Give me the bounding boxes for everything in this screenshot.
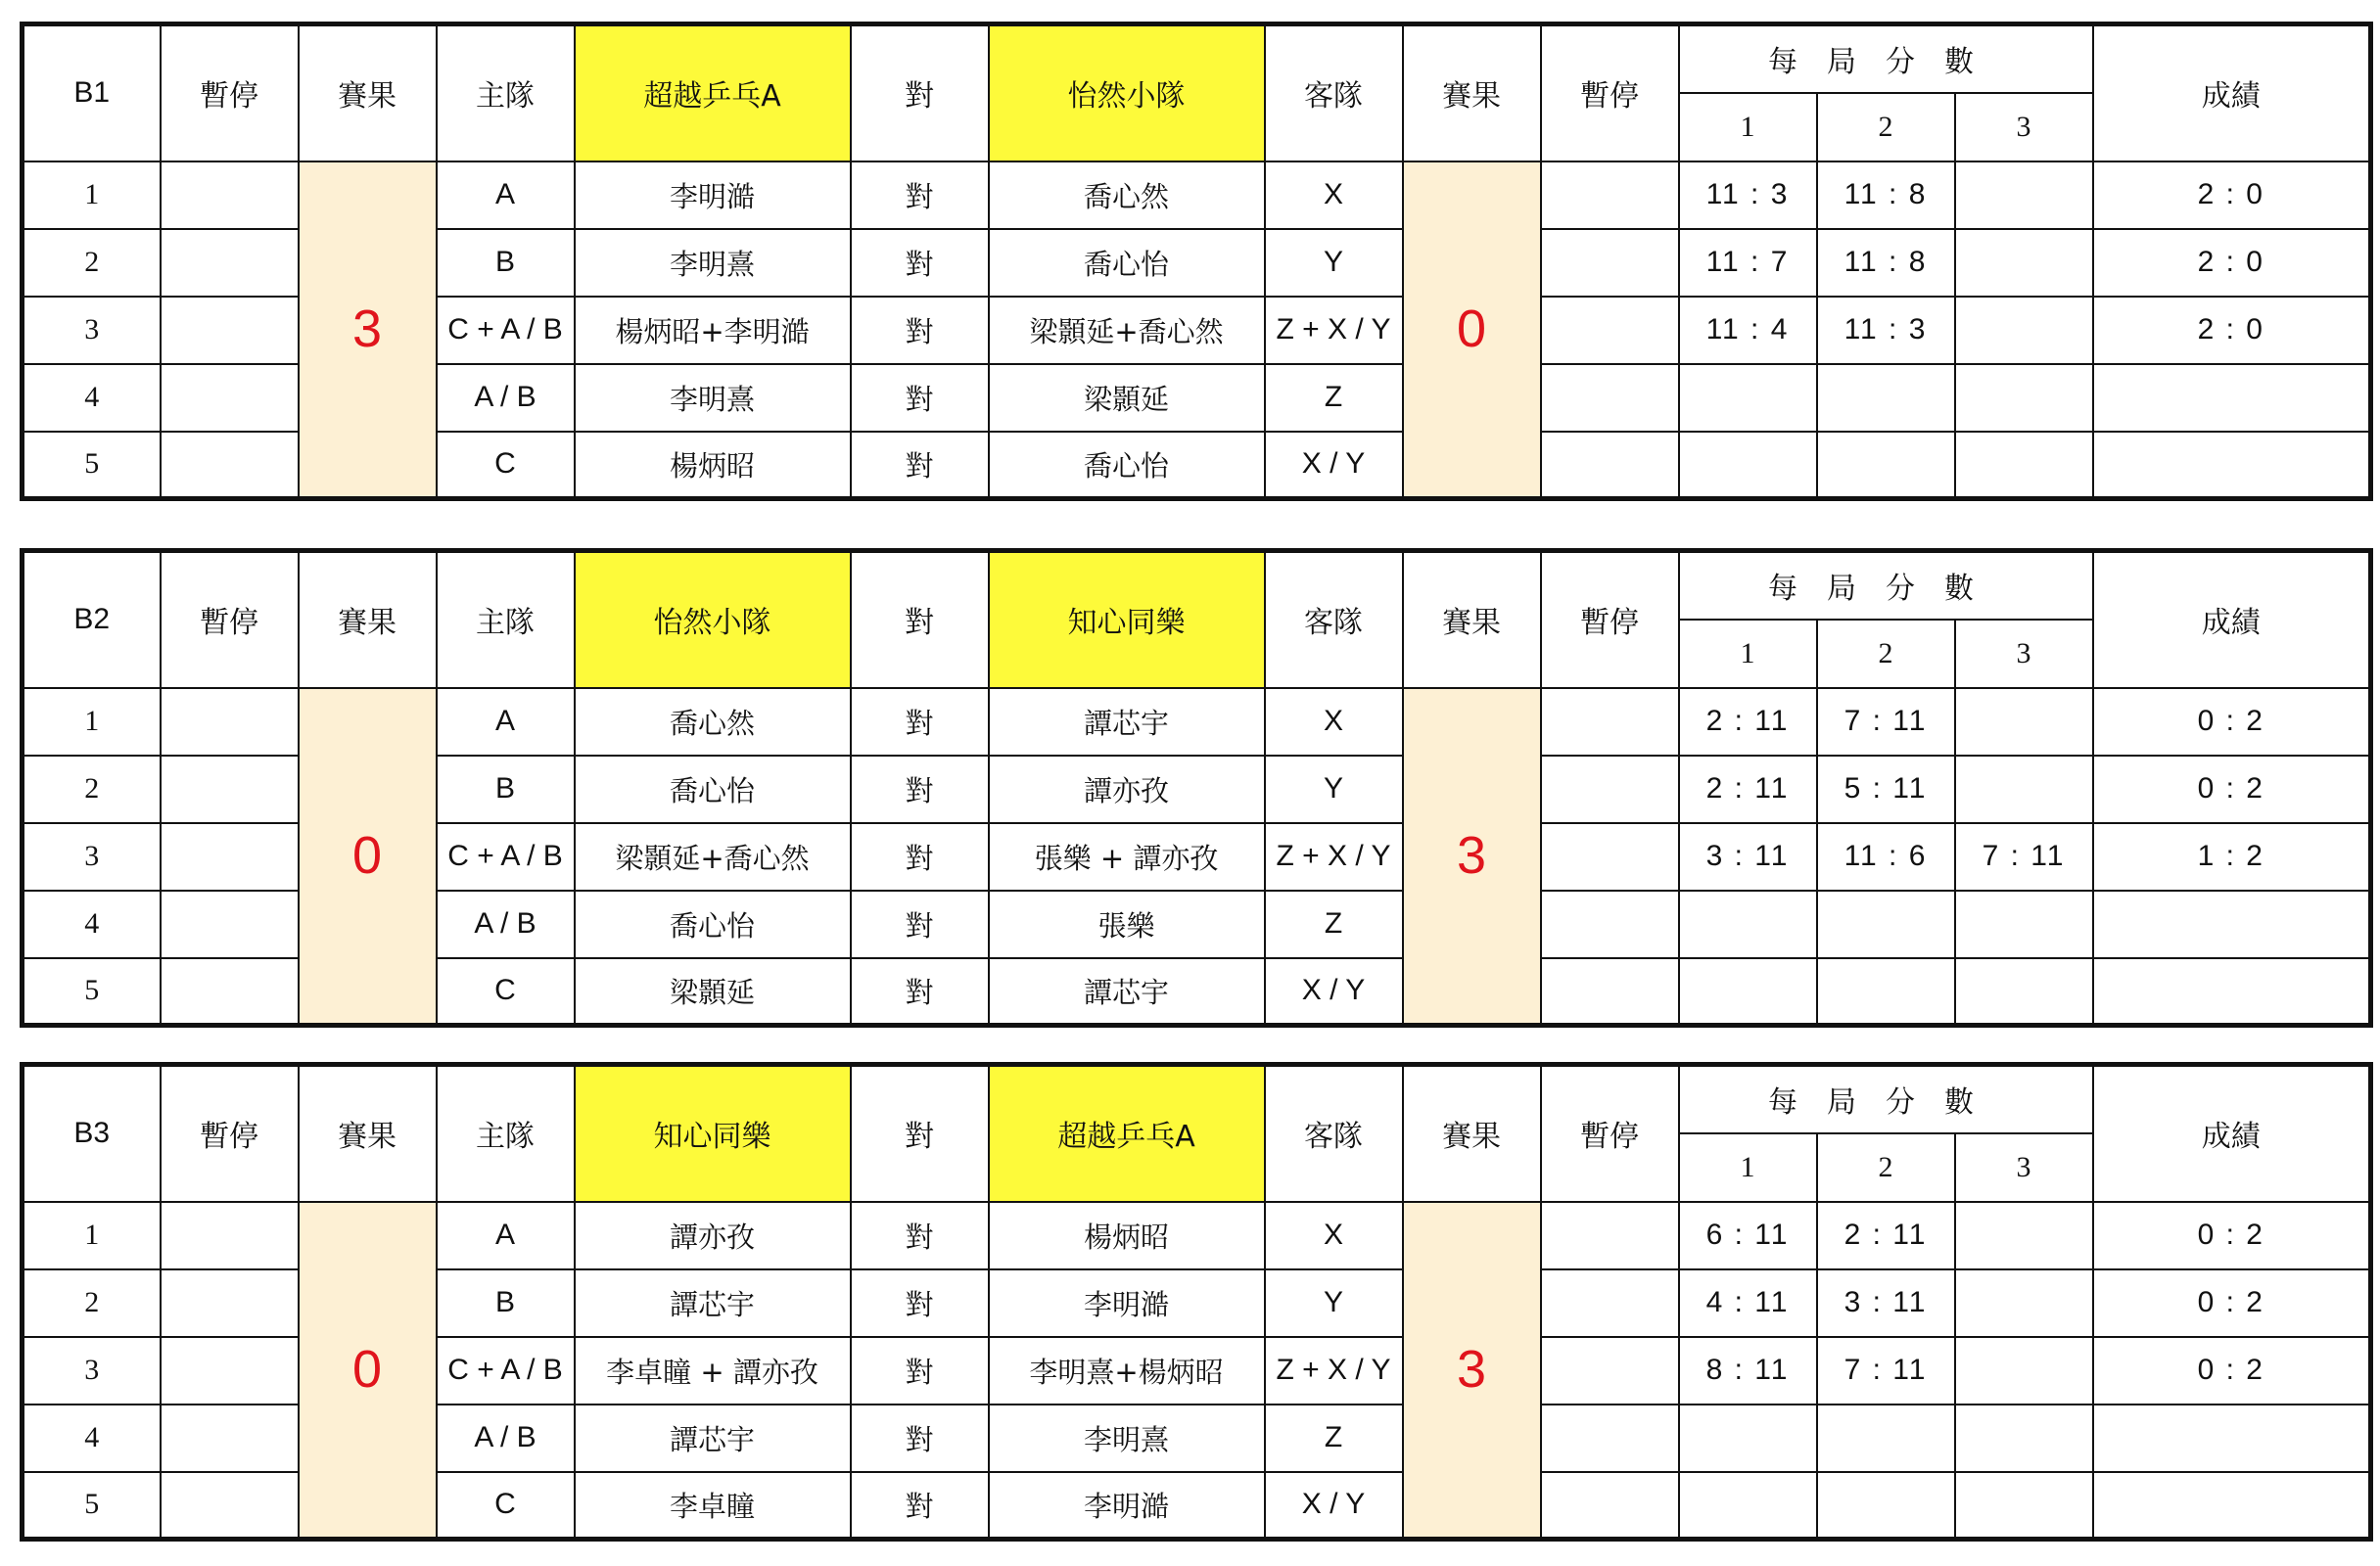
game-2-score: 11 : 8: [1817, 161, 1955, 229]
game-1-score: 11 : 4: [1679, 297, 1817, 364]
vs-label: 對: [851, 823, 989, 891]
home-player: 譚芯宇: [575, 1269, 851, 1337]
away-player: 張樂 + 譚亦孜: [989, 823, 1265, 891]
vs-header: 對: [851, 551, 989, 688]
match-code: B1: [23, 24, 161, 161]
game-2-score: 11 : 3: [1817, 297, 1955, 364]
match-table-b1: [20, 22, 2367, 501]
total-score: 0 : 2: [2093, 1269, 2371, 1337]
row-number: 1: [23, 1202, 161, 1269]
timeout-cell: [161, 161, 299, 229]
home-position: A / B: [437, 1405, 575, 1472]
home-match-result: 3: [299, 161, 437, 499]
vs-label: 對: [851, 229, 989, 297]
timeout-cell: [161, 229, 299, 297]
game-1-score: 11 : 7: [1679, 229, 1817, 297]
match-table-b3: [20, 1062, 2367, 1542]
away-header: 客隊: [1265, 24, 1403, 161]
game-2-score: 7 : 11: [1817, 1337, 1955, 1405]
total-score: [2093, 891, 2371, 958]
game-number-3: 3: [1955, 93, 2093, 161]
away-player: 喬心然: [989, 161, 1265, 229]
away-position: Y: [1265, 1269, 1403, 1337]
table-row: [23, 688, 2371, 756]
total-score: 2 : 0: [2093, 297, 2371, 364]
game-2-score: [1817, 1472, 1955, 1540]
game-number-2: 2: [1817, 93, 1955, 161]
timeout-cell: [1541, 1269, 1679, 1337]
match-code: B2: [23, 551, 161, 688]
timeout-cell: [161, 1472, 299, 1540]
games-score-header: 每局分數: [1679, 1065, 2093, 1133]
game-number-3: 3: [1955, 620, 2093, 688]
away-player: 李明熹: [989, 1405, 1265, 1472]
home-match-result: 0: [299, 1202, 437, 1540]
away-player: 譚亦孜: [989, 756, 1265, 823]
game-number-1: 1: [1679, 93, 1817, 161]
total-score: [2093, 958, 2371, 1026]
game-2-score: 2 : 11: [1817, 1202, 1955, 1269]
total-header: 成績: [2093, 1065, 2371, 1202]
away-position: Z + X / Y: [1265, 297, 1403, 364]
timeout-cell: [1541, 1202, 1679, 1269]
vs-label: 對: [851, 958, 989, 1026]
home-player: 李卓瞳 + 譚亦孜: [575, 1337, 851, 1405]
game-3-score: [1955, 1202, 2093, 1269]
timeout-header: 暫停: [161, 24, 299, 161]
table-row: [23, 1202, 2371, 1269]
away-player: 譚芯宇: [989, 688, 1265, 756]
game-2-score: [1817, 432, 1955, 499]
vs-label: 對: [851, 432, 989, 499]
home-position: C + A / B: [437, 823, 575, 891]
home-position: C: [437, 1472, 575, 1540]
away-header: 客隊: [1265, 551, 1403, 688]
game-3-score: [1955, 756, 2093, 823]
game-number-2: 2: [1817, 620, 1955, 688]
total-score: [2093, 1472, 2371, 1540]
total-score: 2 : 0: [2093, 229, 2371, 297]
total-score: 0 : 2: [2093, 688, 2371, 756]
timeout-header: 暫停: [1541, 551, 1679, 688]
away-position: Z: [1265, 1405, 1403, 1472]
row-number: 4: [23, 1405, 161, 1472]
game-2-score: [1817, 1405, 1955, 1472]
home-position: A: [437, 688, 575, 756]
timeout-cell: [161, 297, 299, 364]
timeout-header: 暫停: [161, 551, 299, 688]
row-number: 5: [23, 1472, 161, 1540]
home-player: 李明熹: [575, 229, 851, 297]
table-row: [23, 161, 2371, 229]
home-position: C + A / B: [437, 1337, 575, 1405]
away-position: Z: [1265, 891, 1403, 958]
row-number: 5: [23, 958, 161, 1026]
away-player: 楊炳昭: [989, 1202, 1265, 1269]
home-position: B: [437, 1269, 575, 1337]
away-position: X / Y: [1265, 432, 1403, 499]
timeout-cell: [161, 1337, 299, 1405]
game-1-score: 6 : 11: [1679, 1202, 1817, 1269]
vs-label: 對: [851, 688, 989, 756]
away-match-result: 3: [1403, 688, 1541, 1026]
vs-header: 對: [851, 24, 989, 161]
game-3-score: [1955, 364, 2093, 432]
timeout-cell: [1541, 161, 1679, 229]
home-team-name: 超越乒乓A: [575, 24, 851, 161]
game-3-score: [1955, 1337, 2093, 1405]
timeout-cell: [1541, 823, 1679, 891]
vs-label: 對: [851, 1202, 989, 1269]
home-player: 喬心然: [575, 688, 851, 756]
away-player: 梁顥延: [989, 364, 1265, 432]
vs-header: 對: [851, 1065, 989, 1202]
game-3-score: [1955, 297, 2093, 364]
game-3-score: [1955, 958, 2093, 1026]
total-score: 0 : 2: [2093, 1202, 2371, 1269]
home-player: 譚亦孜: [575, 1202, 851, 1269]
timeout-cell: [1541, 297, 1679, 364]
away-player: 李明熹+楊炳昭: [989, 1337, 1265, 1405]
home-position: B: [437, 229, 575, 297]
timeout-cell: [1541, 364, 1679, 432]
games-score-header: 每局分數: [1679, 551, 2093, 620]
total-score: [2093, 432, 2371, 499]
timeout-cell: [161, 1202, 299, 1269]
row-number: 1: [23, 688, 161, 756]
total-score: 2 : 0: [2093, 161, 2371, 229]
away-position: X: [1265, 688, 1403, 756]
home-header: 主隊: [437, 1065, 575, 1202]
game-3-score: [1955, 891, 2093, 958]
away-player: 喬心怡: [989, 229, 1265, 297]
timeout-cell: [161, 688, 299, 756]
total-header: 成績: [2093, 551, 2371, 688]
home-player: 楊炳昭+李明澔: [575, 297, 851, 364]
game-1-score: [1679, 432, 1817, 499]
game-1-score: [1679, 1405, 1817, 1472]
vs-label: 對: [851, 1472, 989, 1540]
home-header: 主隊: [437, 551, 575, 688]
home-team-name: 怡然小隊: [575, 551, 851, 688]
game-1-score: [1679, 891, 1817, 958]
home-position: A / B: [437, 891, 575, 958]
vs-label: 對: [851, 756, 989, 823]
away-team-name: 知心同樂: [989, 551, 1265, 688]
vs-label: 對: [851, 364, 989, 432]
timeout-cell: [1541, 1405, 1679, 1472]
result-header: 賽果: [299, 24, 437, 161]
home-match-result: 0: [299, 688, 437, 1026]
away-player: 李明澔: [989, 1472, 1265, 1540]
away-header: 客隊: [1265, 1065, 1403, 1202]
game-1-score: 2 : 11: [1679, 688, 1817, 756]
timeout-cell: [1541, 688, 1679, 756]
home-position: A / B: [437, 364, 575, 432]
row-number: 4: [23, 364, 161, 432]
row-number: 3: [23, 823, 161, 891]
game-2-score: 11 : 6: [1817, 823, 1955, 891]
game-1-score: 8 : 11: [1679, 1337, 1817, 1405]
timeout-cell: [1541, 432, 1679, 499]
away-position: X / Y: [1265, 1472, 1403, 1540]
timeout-header: 暫停: [1541, 24, 1679, 161]
home-position: C: [437, 958, 575, 1026]
timeout-cell: [161, 891, 299, 958]
game-2-score: 7 : 11: [1817, 688, 1955, 756]
away-team-name: 超越乒乓A: [989, 1065, 1265, 1202]
timeout-cell: [161, 1405, 299, 1472]
timeout-header: 暫停: [161, 1065, 299, 1202]
away-position: X: [1265, 161, 1403, 229]
game-1-score: 3 : 11: [1679, 823, 1817, 891]
home-team-name: 知心同樂: [575, 1065, 851, 1202]
total-header: 成績: [2093, 24, 2371, 161]
game-3-score: [1955, 432, 2093, 499]
away-match-result: 0: [1403, 161, 1541, 499]
away-position: X: [1265, 1202, 1403, 1269]
result-header: 賽果: [1403, 551, 1541, 688]
home-position: A: [437, 161, 575, 229]
home-player: 李明澔: [575, 161, 851, 229]
row-number: 2: [23, 756, 161, 823]
away-position: Y: [1265, 229, 1403, 297]
away-team-name: 怡然小隊: [989, 24, 1265, 161]
match-table-b2: [20, 548, 2367, 1028]
home-player: 梁顥延: [575, 958, 851, 1026]
home-player: 楊炳昭: [575, 432, 851, 499]
row-number: 4: [23, 891, 161, 958]
timeout-cell: [161, 958, 299, 1026]
away-player: 李明澔: [989, 1269, 1265, 1337]
away-position: Z + X / Y: [1265, 823, 1403, 891]
timeout-cell: [161, 364, 299, 432]
total-score: 0 : 2: [2093, 756, 2371, 823]
timeout-cell: [1541, 756, 1679, 823]
row-number: 3: [23, 297, 161, 364]
away-player: 梁顥延+喬心然: [989, 297, 1265, 364]
home-player: 梁顥延+喬心然: [575, 823, 851, 891]
game-3-score: [1955, 1405, 2093, 1472]
home-position: C + A / B: [437, 297, 575, 364]
timeout-cell: [1541, 1472, 1679, 1540]
result-header: 賽果: [299, 1065, 437, 1202]
away-player: 譚芯宇: [989, 958, 1265, 1026]
game-3-score: 7 : 11: [1955, 823, 2093, 891]
timeout-cell: [161, 756, 299, 823]
game-3-score: [1955, 1269, 2093, 1337]
game-1-score: 4 : 11: [1679, 1269, 1817, 1337]
game-3-score: [1955, 688, 2093, 756]
away-match-result: 3: [1403, 1202, 1541, 1540]
away-position: Z: [1265, 364, 1403, 432]
result-header: 賽果: [1403, 24, 1541, 161]
total-score: [2093, 1405, 2371, 1472]
game-1-score: 2 : 11: [1679, 756, 1817, 823]
game-1-score: 11 : 3: [1679, 161, 1817, 229]
total-score: [2093, 364, 2371, 432]
game-number-3: 3: [1955, 1133, 2093, 1202]
vs-label: 對: [851, 1405, 989, 1472]
game-number-1: 1: [1679, 1133, 1817, 1202]
timeout-cell: [1541, 229, 1679, 297]
timeout-cell: [161, 432, 299, 499]
match-code: B3: [23, 1065, 161, 1202]
vs-label: 對: [851, 1269, 989, 1337]
result-header: 賽果: [1403, 1065, 1541, 1202]
game-3-score: [1955, 1472, 2093, 1540]
vs-label: 對: [851, 161, 989, 229]
game-2-score: [1817, 891, 1955, 958]
timeout-header: 暫停: [1541, 1065, 1679, 1202]
row-number: 1: [23, 161, 161, 229]
games-score-header: 每局分數: [1679, 24, 2093, 93]
vs-label: 對: [851, 1337, 989, 1405]
home-position: A: [437, 1202, 575, 1269]
game-number-2: 2: [1817, 1133, 1955, 1202]
away-player: 張樂: [989, 891, 1265, 958]
result-header: 賽果: [299, 551, 437, 688]
game-2-score: [1817, 958, 1955, 1026]
game-3-score: [1955, 229, 2093, 297]
home-position: B: [437, 756, 575, 823]
vs-label: 對: [851, 891, 989, 958]
home-position: C: [437, 432, 575, 499]
total-score: 0 : 2: [2093, 1337, 2371, 1405]
game-2-score: 5 : 11: [1817, 756, 1955, 823]
game-2-score: 11 : 8: [1817, 229, 1955, 297]
home-player: 喬心怡: [575, 756, 851, 823]
home-player: 譚芯宇: [575, 1405, 851, 1472]
timeout-cell: [1541, 891, 1679, 958]
row-number: 2: [23, 229, 161, 297]
game-1-score: [1679, 1472, 1817, 1540]
home-player: 李明熹: [575, 364, 851, 432]
game-2-score: [1817, 364, 1955, 432]
game-2-score: 3 : 11: [1817, 1269, 1955, 1337]
home-header: 主隊: [437, 24, 575, 161]
away-position: Z + X / Y: [1265, 1337, 1403, 1405]
game-3-score: [1955, 161, 2093, 229]
away-player: 喬心怡: [989, 432, 1265, 499]
timeout-cell: [161, 823, 299, 891]
away-position: X / Y: [1265, 958, 1403, 1026]
total-score: 1 : 2: [2093, 823, 2371, 891]
timeout-cell: [1541, 1337, 1679, 1405]
home-player: 喬心怡: [575, 891, 851, 958]
game-1-score: [1679, 364, 1817, 432]
row-number: 5: [23, 432, 161, 499]
game-1-score: [1679, 958, 1817, 1026]
row-number: 3: [23, 1337, 161, 1405]
away-position: Y: [1265, 756, 1403, 823]
vs-label: 對: [851, 297, 989, 364]
home-player: 李卓瞳: [575, 1472, 851, 1540]
row-number: 2: [23, 1269, 161, 1337]
game-number-1: 1: [1679, 620, 1817, 688]
timeout-cell: [1541, 958, 1679, 1026]
timeout-cell: [161, 1269, 299, 1337]
